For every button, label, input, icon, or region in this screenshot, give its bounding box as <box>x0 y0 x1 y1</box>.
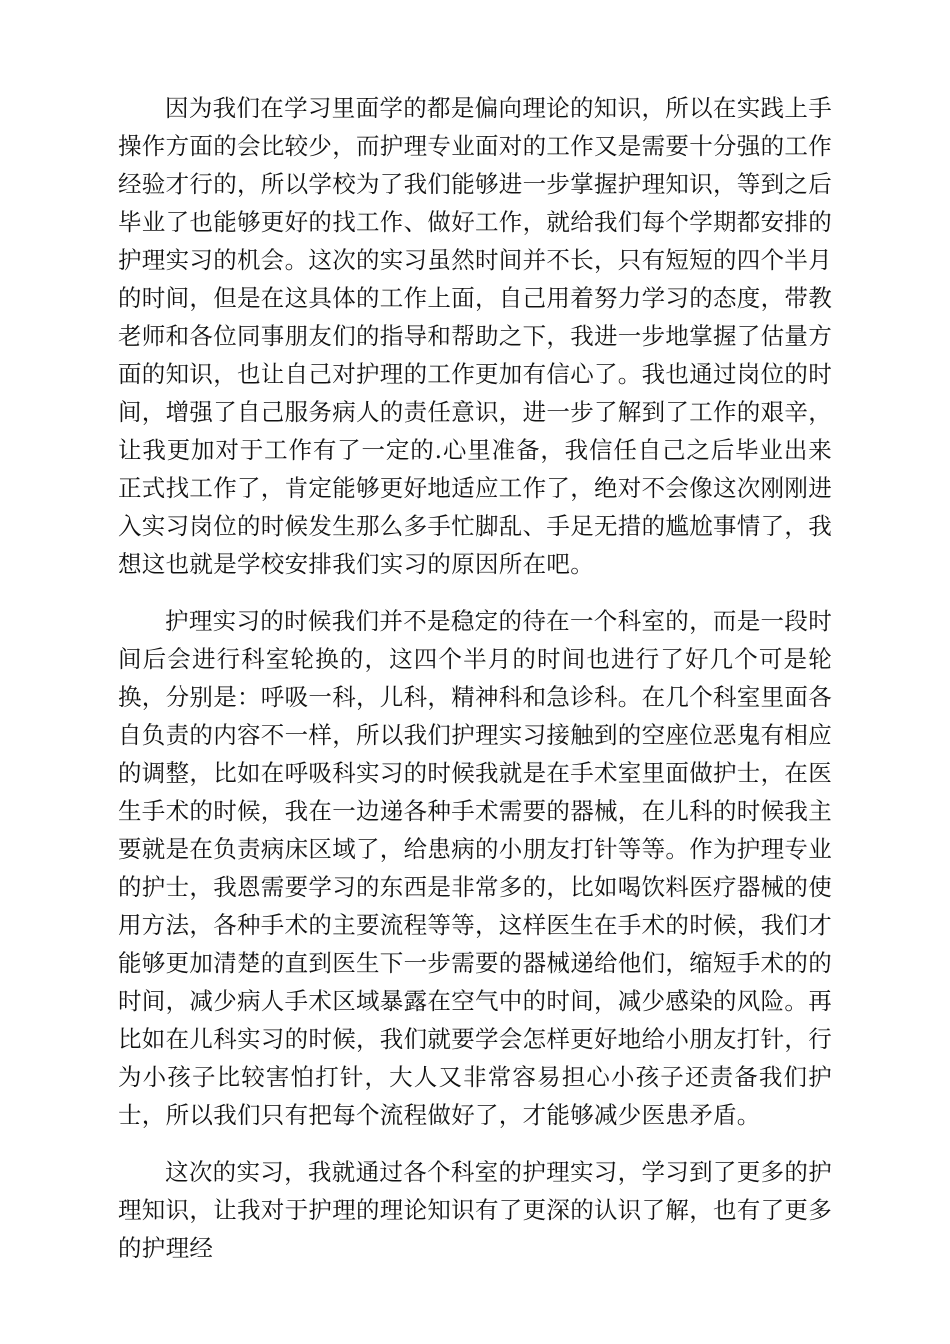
paragraph-1: 因为我们在学习里面学的都是偏向理论的知识，所以在实践上手操作方面的会比较少，而护理专业面对的工作又是需要十分强的工作经验才行的，所以学校为了我们能够进一步掌握护理知识，等到之后毕业了也能够更好的找工作、做好工作，就给我们每个学期都安排的护理实习的机会。这次的实习虽然时间并不长，只有短短的四个半月的时间，但是在这具体的工作上面，自己用着努力学习的态度，带教老师和各位同事朋友们的指导和帮助之下，我进一步地掌握了估量方面的知识，也让自己对护理的工作更加有信心了。我也通过岗位的时间，增强了自己服务病人的责任意识，进一步了解到了工作的艰辛，让我更加对于工作有了一定的.心里准备，我信任自己之后毕业出来正式找工作了，肯定能够更好地适应工作了，绝对不会像这次刚刚进入实习岗位的时候发生那么多手忙脚乱、手足无措的尴尬事情了，我想这也就是学校安排我们实习的原因所在吧。 <box>118 94 832 578</box>
document-page <box>118 89 832 1286</box>
paragraph-2: 护理实习的时候我们并不是稳定的待在一个科室的，而是一段时间后会进行科室轮换的，这四个半月的时间也进行了好几个可是轮换，分别是：呼吸一科，儿科，精神科和急诊科。在几个科室里面各自负责的内容不一样，所以我们护理实习接触到的空座位恶鬼有相应的调整，比如在呼吸科实习的时候我就是在手术室里面做护士，在医生手术的时候，我在一边递各种手术需要的器械，在儿科的时候我主要就是在负责病床区域了，给患病的小朋友打针等等。作为护理专业的护士，我恩需要学习的东西是非常多的，比如喝饮料医疗器械的使用方法，各种手术的主要流程等等，这样医生在手术的时候，我们才能够更加清楚的直到医生下一步需要的器械递给他们，缩短手术的的时间，减少病人手术区域暴露在空气中的时间，减少感染的风险。再比如在儿科实习的时候，我们就要学会怎样更好地给小朋友打针，行为小孩子比较害怕打针，大人又非常容易担心小孩子还责备我们护士，所以我们只有把每个流程做好了，才能够减少医患矛盾。 <box>118 607 832 1129</box>
paragraph-3: 这次的实习，我就通过各个科室的护理实习，学习到了更多的护理知识，让我对于护理的理论知识有了更深的认识了解，也有了更多的护理经 <box>118 1158 832 1262</box>
